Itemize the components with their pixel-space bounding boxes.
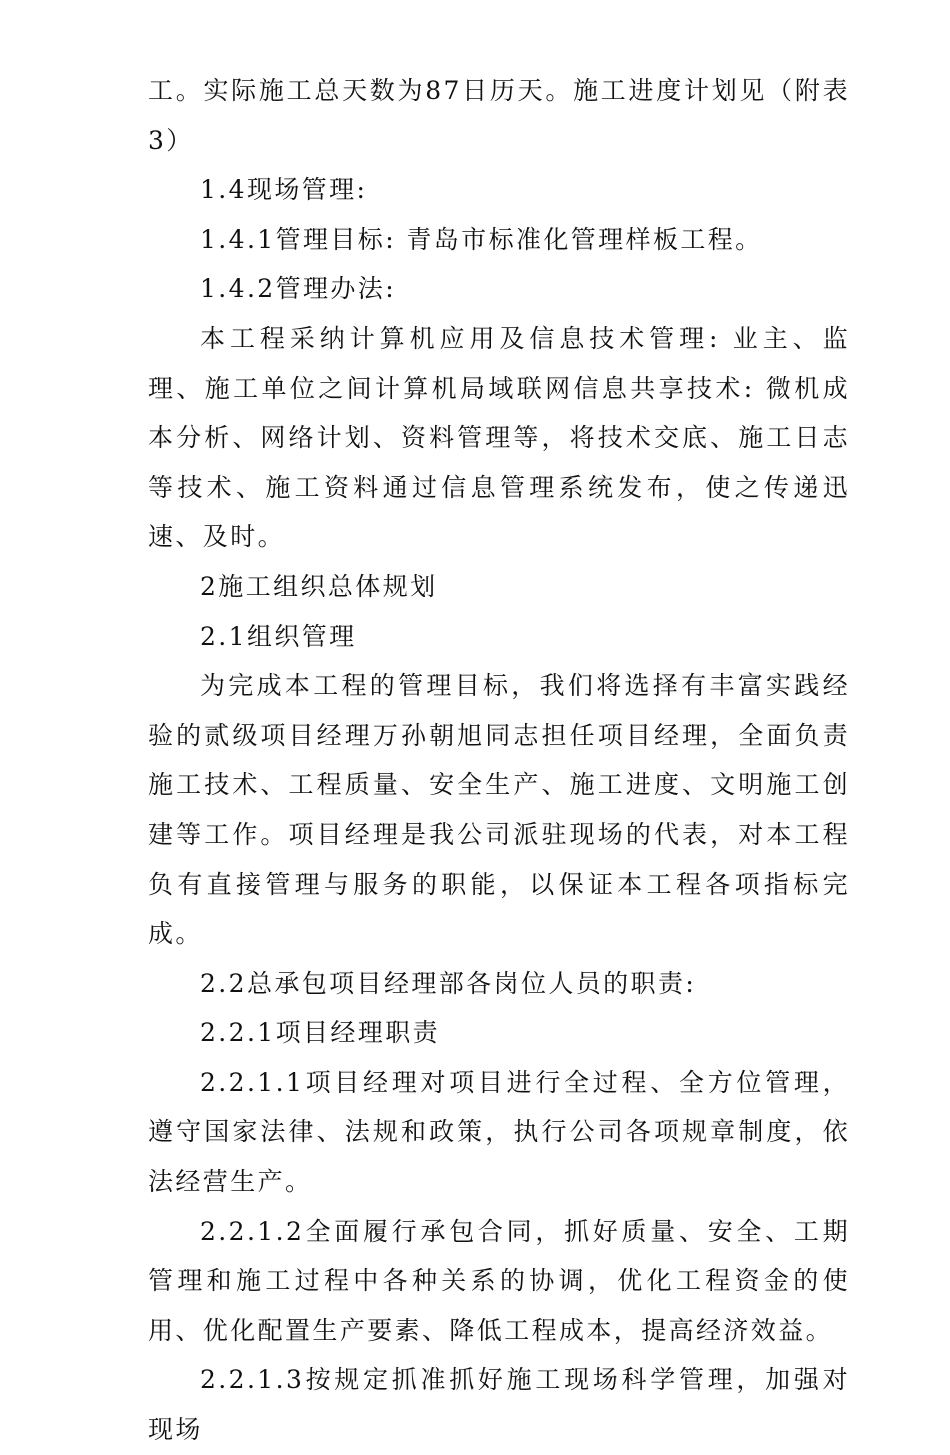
- paragraph-2-2-1-3: 2.2.1.3按规定抓准抓好施工现场科学管理，加强对现场: [148, 1365, 850, 1445]
- heading-1-4: 1.4现场管理:: [200, 175, 368, 205]
- paragraph-management-method: 本工程采纳计算机应用及信息技术管理: 业主、监理、施工单位之间计算机局域联网信息共享技术: 微机成本分析、网络计划、资料管理等，将技术交底、施工日志等技术、施工资料通过信息管理系统发布，使之传递迅速、及时。: [148, 323, 850, 552]
- paragraph-2-2-1-2: 2.2.1.2全面履行承包合同，抓好质量、安全、工期管理和施工过程中各种关系的协调，优化工程资金的使用、优化配置生产要素、降低工程成本，提高经济效益。: [148, 1216, 850, 1345]
- heading-2-2-1: 2.2.1项目经理职责: [200, 1018, 441, 1048]
- heading-2-2: 2.2总承包项目经理部各岗位人员的职责:: [200, 968, 697, 998]
- heading-2-1: 2.1组织管理: [200, 621, 357, 651]
- heading-2: 2施工组织总体规划: [200, 571, 438, 601]
- heading-1-4-1: 1.4.1管理目标: 青岛市标准化管理样板工程。: [200, 224, 763, 254]
- paragraph-organization: 为完成本工程的管理目标，我们将选择有丰富实践经验的贰级项目经理万孙朝旭同志担任项目经理，全面负责施工技术、工程质量、安全生产、施工进度、文明施工创建等工作。项目经理是我公司派驻现场的代表，对本工程负有直接管理与服务的职能，以保证本工程各项指标完成。: [148, 671, 850, 949]
- document-body: [148, 66, 850, 1455]
- paragraph-continuation: 工。实际施工总天数为87日历天。施工进度计划见（附表3）: [148, 76, 850, 155]
- heading-1-4-2: 1.4.2管理办法:: [200, 274, 397, 304]
- paragraph-2-2-1-1: 2.2.1.1项目经理对项目进行全过程、全方位管理，遵守国家法律、法规和政策，执行公司各项规章制度，依法经营生产。: [148, 1067, 850, 1197]
